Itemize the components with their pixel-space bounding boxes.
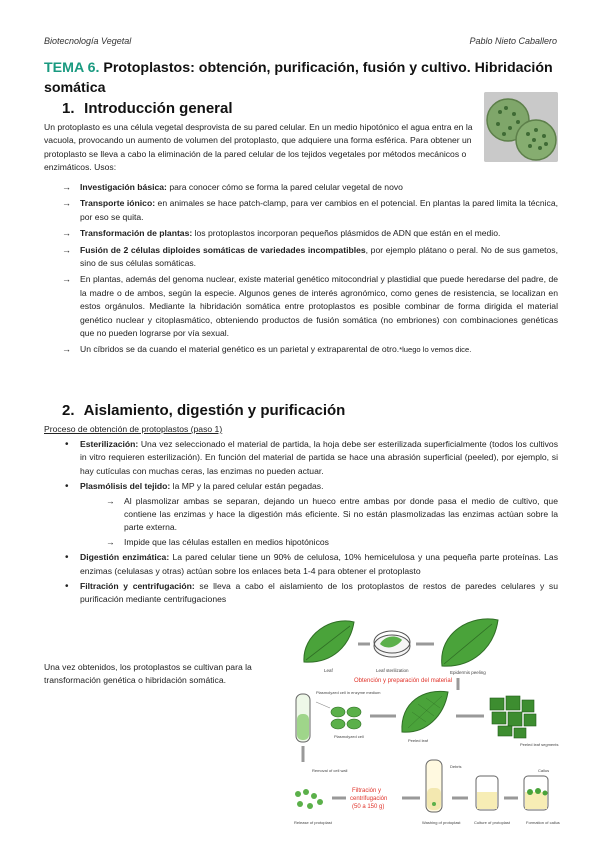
label-peeling: Epidermis peeling	[450, 670, 486, 675]
label-debris: Debris	[450, 764, 462, 769]
label-plasmolyzed: Plasmolyzed cell	[334, 734, 364, 739]
closing-paragraph: Una vez obtenidos, los protoplastos se cultivan para la transformación genética o hibridación somática.	[44, 662, 252, 686]
protoplast-process-diagram	[292, 612, 568, 844]
section-2-heading	[62, 402, 345, 419]
filtration-label: centrifugación	[350, 796, 388, 802]
header-subject: Biotecnología Vegetal	[44, 36, 132, 46]
title-text: Protoplastos: obtención, purificación, fusión y cultivo. Hibridación somática	[44, 60, 553, 96]
section-title: Introducción general	[84, 100, 233, 117]
label-callus: Callus	[538, 768, 550, 773]
substep-item: → Al plasmolizar ambas se separan, dejando un hueco entre ambas por donde pasa el medio de cultivo, que contiene las enzimas y hace la digestión más eficiente. Si no están plasmolizadas las enzimas actúan sobre la parte externa.	[106, 495, 558, 535]
centrifuge-tube-icon	[426, 760, 442, 812]
process-subtitle: Proceso de obtención de protoplastos (paso 1)	[44, 424, 223, 434]
filtration-label: (50 a 150 g)	[352, 804, 385, 810]
label-culture: Culture of protoplast	[474, 820, 511, 825]
label-peeled-leaf: Peeled leaf	[408, 738, 429, 743]
side-note: *luego lo vemos dice.	[399, 345, 472, 355]
header-author: Pablo Nieto Caballero	[469, 36, 557, 46]
label-segments: Peeled leaf segments	[520, 742, 559, 747]
step-item: • Filtración y centrifugación: se lleva a cabo el aislamiento de los protoplastos de restos de paredes celulares y su purificación mediante centrifugaciones	[62, 580, 558, 607]
culture-flask-icon	[476, 776, 498, 810]
banner-text: Obtención y preparación del material	[354, 678, 453, 684]
section-1-heading	[62, 100, 233, 117]
use-item: → Un cíbridos se da cuando el material genético es un parietal y extraparental de otro.*luego lo vemos dice.	[62, 343, 558, 356]
steps-list	[62, 438, 558, 609]
step-item: • Esterilización: Una vez seleccionado el material de partida, la hoja debe ser esterilizada superficialmente (todos los cultivos in vitro requieren esterilización). En función del material de partida se hace una abrasión superficial (peeled), por ejemplo, si hay cutículas con muchas ceras, las enzimas no pueden actuar.	[62, 438, 558, 478]
label-release: Release of protoplast	[294, 820, 332, 825]
filtration-label: Filtración y	[352, 788, 382, 794]
use-item: → En plantas, además del genoma nuclear, existe material genético mitocondrial y plastidial que puede heredarse del padre, de la madre o de ambos, según la especie. Algunos genes de interés agronómico, como genes de resistencia, se localizan en estos orgánulos. Mediante la hibridación somática entre protoplastos es posible combinar de forma dirigida el material genético nuclear y citoplasmático, obteniendo productos de fusión somática (no embriones) con combinaciones genéticas que no pueden lograrse por vía sexual.	[62, 273, 558, 340]
uses-list	[62, 181, 558, 360]
use-item: → Transformación de plantas: los protoplastos incorporan pequeños plásmidos de ADN que están en el medio.	[62, 227, 558, 240]
use-item: → Fusión de 2 células diploides somáticas de variedades incompatibles, por ejemplo plátano o peral. No de sus gametos, sino de sus células somáticas.	[62, 244, 558, 271]
title-tema: TEMA 6.	[44, 60, 100, 76]
substeps-list	[80, 495, 558, 550]
section-number: 2.	[62, 402, 75, 419]
label-removal: Removal of cell wall	[312, 768, 348, 773]
section-title: Aislamiento, digestión y purificación	[83, 402, 346, 419]
step-item: • Plasmólisis del tejido: la MP y la pared celular están pegadas. → Al plasmolizar ambas se separan, dejando un hueco entre ambas por donde pasa el medio de cultivo, que contiene las enzimas y hace la digestión más eficiente. Si no están plasmolizadas las enzimas actúan sobre la parte externa. → Impide que las células estallen en medios hipotónicos	[62, 480, 558, 549]
test-tube-icon	[296, 694, 310, 742]
step-item: • Digestión enzimática: La pared celular tiene un 90% de celulosa, 10% hemicelulosa y una pequeña parte proteínas. Las enzimas (celulasas y otras) actúan sobre los enlaces beta 1-4 para obtener el protoplasto	[62, 551, 558, 578]
use-item: → Investigación básica: para conocer cómo se forma la pared celular vegetal de novo	[62, 181, 558, 194]
callus-flask-icon	[524, 776, 548, 810]
intro-paragraph: Un protoplasto es una célula vegetal desprovista de su pared celular. En un medio hipotónico el agua entra en la vacuola, provocando un aumento de volumen del protoplasto, que adquiere una forma esférica. Para obtener un protoplasto se lleva a cabo la eliminación de la pared celular de los tejidos vegetales por métodos mecánicos o enzimáticos. Usos:	[44, 122, 473, 173]
label-sterilization: Leaf sterilization	[376, 668, 409, 673]
label-formation: Formation of callus	[526, 820, 560, 825]
use-item: → Transporte iónico: en animales se hace patch-clamp, para ver cambios en el potencial. En plantas la pared limita la técnica, por eso se quita.	[62, 197, 558, 224]
label-leaf: Leaf	[324, 668, 333, 673]
section-number: 1.	[62, 100, 75, 117]
page-title	[44, 58, 559, 98]
protoplast-photo	[484, 92, 558, 162]
substep-item: → Impide que las células estallen en medios hipotónicos	[106, 536, 558, 549]
label-washing: Washing of protoplast	[422, 820, 461, 825]
label-enzyme: Plasmolyzed cell in enzyme medium	[316, 690, 381, 695]
